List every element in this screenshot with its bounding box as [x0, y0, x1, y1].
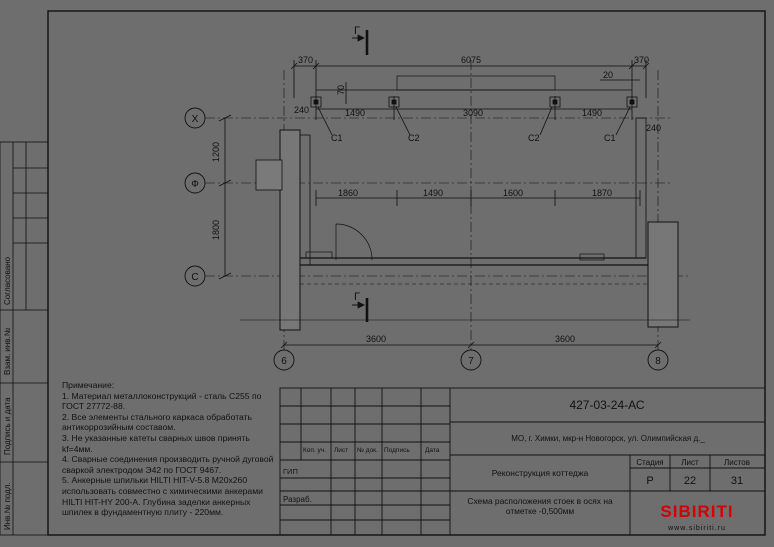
sheet-label: Лист: [681, 458, 699, 467]
stage-value: Р: [646, 475, 654, 487]
svg-text:1870: 1870: [592, 188, 613, 198]
side-sign-date: Подпись и дата: [3, 397, 12, 455]
svg-text:1600: 1600: [503, 188, 524, 198]
note-line: 2. Все элементы стального каркаса обработать антикоррозийным составом.: [62, 411, 253, 433]
svg-text:1490: 1490: [423, 188, 444, 198]
note-line: 3. Не указанные катеты сварных швов принять kf=4мм.: [62, 432, 250, 454]
note-line: 1. Материал металлоконструкций - сталь С255 по ГОСТ 27772-88.: [62, 390, 262, 412]
notes-title: Примечание:: [62, 380, 115, 390]
svg-text:3600: 3600: [555, 334, 576, 344]
project-name: Реконструкция коттеджа: [491, 468, 589, 478]
stage-label: Стадия: [636, 458, 664, 467]
svg-text:3090: 3090: [463, 108, 484, 118]
axis-col-8: 8: [655, 356, 661, 367]
axis-col-7: 7: [468, 356, 474, 367]
razrab-label: Разраб.: [283, 495, 312, 504]
axis-row-s: С: [191, 272, 199, 283]
svg-text:Дата: Дата: [425, 447, 440, 454]
side-inv-repl: Взам. инв.№: [3, 327, 12, 375]
side-inv-orig: Инв.№ подл.: [3, 482, 12, 530]
svg-text:1800: 1800: [211, 219, 221, 240]
svg-text:1490: 1490: [582, 108, 603, 118]
svg-text:20: 20: [603, 70, 614, 80]
svg-text:240: 240: [646, 123, 662, 133]
sheet-value: 22: [683, 475, 697, 487]
side-agreed: Согласовано: [3, 256, 12, 305]
svg-text:370: 370: [298, 55, 314, 65]
column-label-3: С2: [528, 133, 540, 143]
axis-row-x: Х: [191, 114, 199, 125]
svg-text:Подпись: Подпись: [384, 447, 410, 454]
svg-text:1860: 1860: [338, 188, 359, 198]
brand-logo: SIBIRITI: [660, 502, 734, 521]
svg-text:1490: 1490: [345, 108, 366, 118]
axis-col-6: 6: [281, 356, 287, 367]
column-label-4: С1: [604, 133, 616, 143]
svg-text:1200: 1200: [211, 141, 221, 162]
gip-label: ГИП: [283, 467, 298, 476]
svg-text:№ док.: № док.: [357, 447, 378, 454]
svg-text:370: 370: [634, 55, 650, 65]
svg-text:Лист: Лист: [334, 447, 349, 454]
address: МО, г. Химки, мкр-н Новогорск, ул. Олимпийская д._: [511, 434, 705, 443]
svg-text:3600: 3600: [366, 334, 387, 344]
sheets-value: 31: [730, 475, 744, 487]
sheets-label: Листов: [724, 458, 750, 467]
section-label-top: Г: [354, 25, 360, 37]
svg-text:70: 70: [336, 84, 346, 95]
note-line: 4. Сварные соединения производить ручной дуговой сваркой электродом Э42 по ГОСТ 9467.: [62, 454, 274, 475]
axis-row-f: Ф: [191, 179, 199, 190]
notes-block: [62, 380, 277, 518]
brand-site: www.sibiriti.ru: [668, 525, 726, 532]
svg-text:Коп. уч.: Коп. уч.: [303, 447, 326, 454]
column-label-2: С2: [408, 133, 420, 143]
sheet-title: Схема расположения стоек в осях на отметке -0,500мм: [467, 496, 613, 516]
section-label-bottom: Г: [354, 291, 360, 303]
doc-code: 427-03-24-АС: [569, 398, 645, 412]
svg-text:6075: 6075: [461, 55, 482, 65]
svg-text:240: 240: [294, 105, 310, 115]
note-line: 5. Анкерные шпильки HILTI HIT-V-5.8 М20х260 использовать совместно с химическими анкерами HILTI HIT-HY 200-A. Глубина заделки анкерных шпилек в фундаментную плиту - 220мм.: [62, 475, 263, 518]
column-label-1: С1: [331, 133, 343, 143]
